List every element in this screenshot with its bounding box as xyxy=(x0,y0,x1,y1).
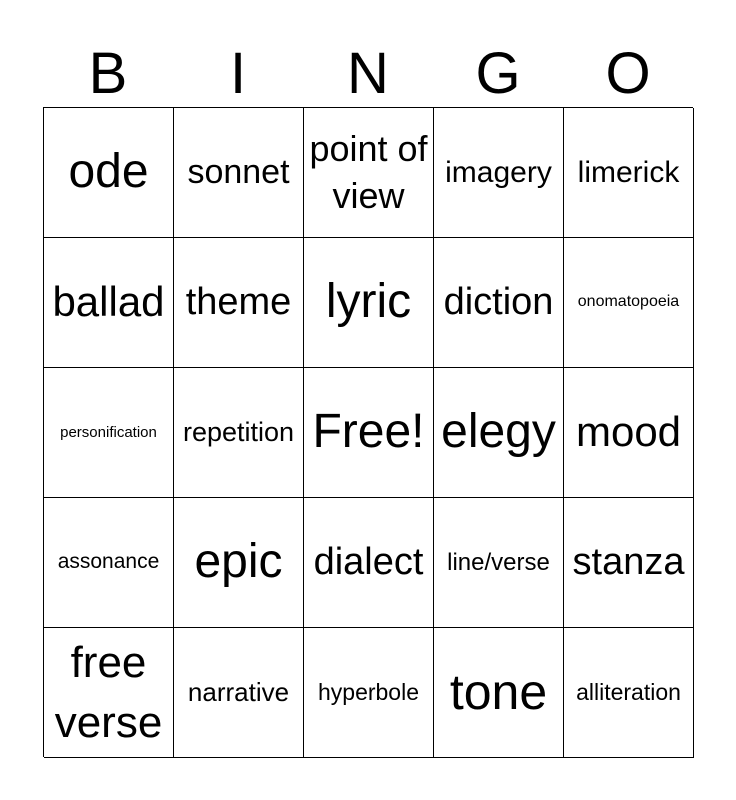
bingo-cell-r2-c2[interactable] xyxy=(174,238,304,368)
bingo-header xyxy=(43,40,693,108)
header-letter-o: O xyxy=(605,41,651,106)
bingo-cell-r2-c5[interactable] xyxy=(564,238,694,368)
bingo-cell-r5-c5[interactable] xyxy=(564,628,694,758)
cell-label: alliteration xyxy=(576,679,681,706)
bingo-cell-r3-c1[interactable] xyxy=(44,368,174,498)
bingo-cell-r4-c3[interactable] xyxy=(304,498,434,628)
bingo-cell-r1-c3[interactable] xyxy=(304,108,434,238)
bingo-cell-r3-c3[interactable] xyxy=(304,368,434,498)
cell-label: personification xyxy=(60,423,157,441)
bingo-cell-r1-c4[interactable] xyxy=(434,108,564,238)
bingo-cell-r4-c5[interactable] xyxy=(564,498,694,628)
header-letter-g: G xyxy=(475,41,521,106)
bingo-cell-r4-c2[interactable] xyxy=(174,498,304,628)
header-letter-b: B xyxy=(88,41,128,106)
cell-label: repetition xyxy=(182,417,295,448)
cell-label: tone xyxy=(449,664,548,721)
bingo-cell-r1-c5[interactable] xyxy=(564,108,694,238)
bingo-cell-r5-c2[interactable] xyxy=(174,628,304,758)
cell-label: dialect xyxy=(313,540,424,583)
bingo-cell-r5-c1[interactable] xyxy=(44,628,174,758)
cell-label: sonnet xyxy=(187,152,290,191)
cell-label: ode xyxy=(68,145,149,199)
header-letter-i: I xyxy=(229,41,247,106)
bingo-board xyxy=(43,107,693,757)
bingo-cell-r4-c4[interactable] xyxy=(434,498,564,628)
bingo-cell-r3-c4[interactable] xyxy=(434,368,564,498)
cell-label: ballad xyxy=(52,278,165,326)
bingo-cell-r1-c2[interactable] xyxy=(174,108,304,238)
bingo-cell-r2-c3[interactable] xyxy=(304,238,434,368)
bingo-cell-r1-c1[interactable] xyxy=(44,108,174,238)
bingo-cell-r3-c5[interactable] xyxy=(564,368,694,498)
bingo-cell-r4-c1[interactable] xyxy=(44,498,174,628)
cell-label: point of view xyxy=(309,127,428,216)
cell-label: diction xyxy=(443,280,554,323)
cell-label: epic xyxy=(194,535,283,589)
cell-label: limerick xyxy=(577,155,680,189)
cell-label: mood xyxy=(575,408,682,456)
cell-label: onomatopoeia xyxy=(577,293,680,311)
cell-label: elegy xyxy=(441,405,556,459)
bingo-cell-r2-c4[interactable] xyxy=(434,238,564,368)
cell-label: narrative xyxy=(187,676,290,707)
cell-label: stanza xyxy=(572,540,685,583)
cell-label: hyperbole xyxy=(317,679,420,706)
cell-label: Free! xyxy=(312,405,425,459)
cell-label: lyric xyxy=(325,275,412,329)
cell-label: free verse xyxy=(54,638,163,747)
cell-label: line/verse xyxy=(447,548,550,576)
bingo-cell-r5-c4[interactable] xyxy=(434,628,564,758)
header-letter-n: N xyxy=(347,41,389,106)
bingo-cell-r2-c1[interactable] xyxy=(44,238,174,368)
cell-label: imagery xyxy=(445,155,552,189)
bingo-cell-r5-c3[interactable] xyxy=(304,628,434,758)
cell-label: theme xyxy=(185,280,292,323)
cell-label: assonance xyxy=(57,550,160,574)
bingo-cell-r3-c2[interactable] xyxy=(174,368,304,498)
